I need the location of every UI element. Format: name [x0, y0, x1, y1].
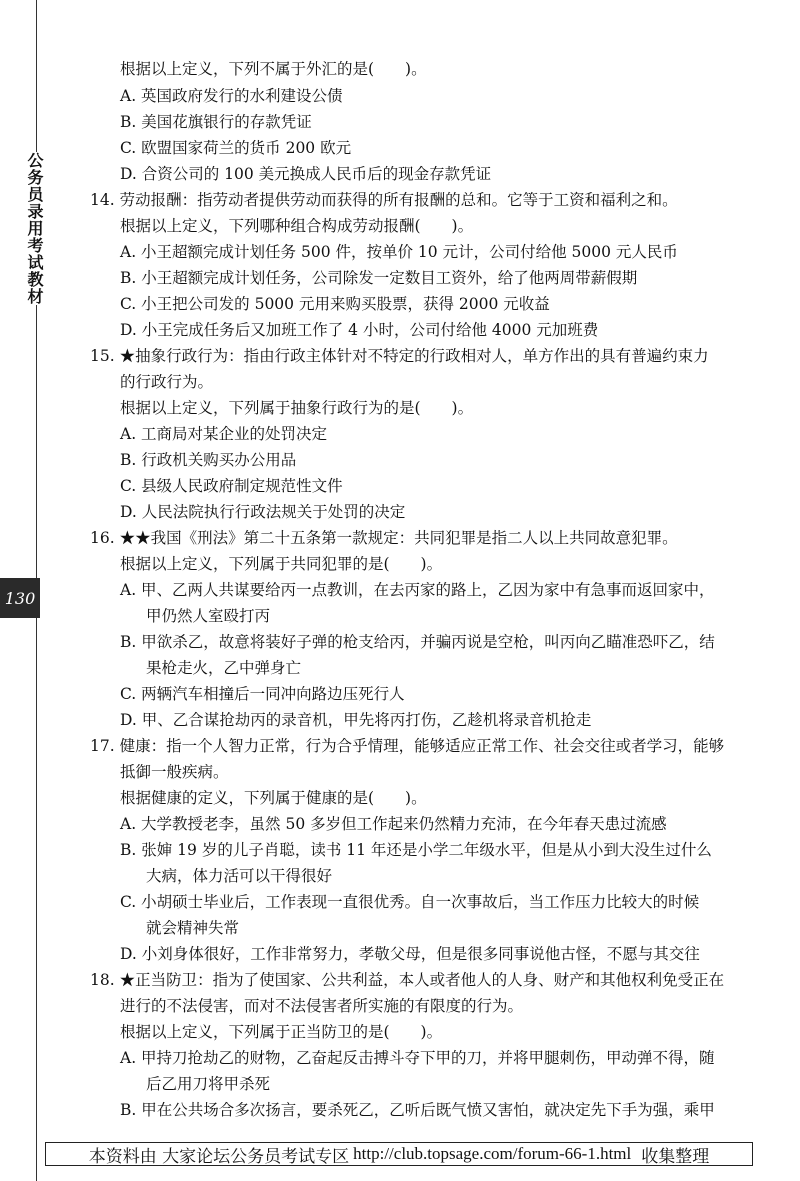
- text-line: C. 小王把公司发的 5000 元用来购买股票，获得 2000 元收益: [120, 295, 550, 313]
- text-line: C. 欧盟国家荷兰的货币 200 欧元: [120, 139, 352, 157]
- text-line: C. 小胡硕士毕业后，工作表现一直很优秀。自一次事故后，当工作压力比较大的时候: [120, 893, 700, 911]
- text-line: B. 行政机关购买办公用品: [120, 451, 297, 469]
- text-line: D. 小王完成任务后又加班工作了 4 小时，公司付给他 4000 元加班费: [120, 321, 599, 339]
- footer-banner: [45, 1142, 753, 1166]
- text-line: B. 甲在公共场合多次扬言，要杀死乙，乙听后既气愤又害怕，就决定先下手为强，乘甲: [120, 1101, 715, 1119]
- footer-suffix: 收集整理: [641, 1146, 710, 1167]
- question-14: 14. 劳动报酬：指劳动者提供劳动而获得的所有报酬的总和。它等于工资和福利之和。: [90, 191, 678, 209]
- side-book-title: 公务员录用考试教材: [25, 152, 47, 305]
- text-line: 根据以上定义，下列哪种组合构成劳动报酬( )。: [120, 217, 474, 235]
- text-line: B. 甲欲杀乙，故意将装好子弹的枪支给丙，并骗丙说是空枪，叫丙向乙瞄准恐吓乙，结: [120, 633, 715, 651]
- text-line: A. 工商局对某企业的处罚决定: [120, 425, 328, 443]
- text-line: B. 张婶 19 岁的儿子肖聪，读书 11 年还是小学二年级水平，但是从小到大没生过什么: [120, 841, 712, 859]
- text-line: D. 小刘身体很好，工作非常努力，孝敬父母，但是很多同事说他古怪，不愿与其交往: [120, 945, 700, 963]
- text-line: D. 合资公司的 100 美元换成人民币后的现金存款凭证: [120, 165, 492, 183]
- text-line: 后乙用刀将甲杀死: [146, 1075, 271, 1093]
- footer-link[interactable]: http://club.topsage.com/forum-66-1.html: [353, 1144, 632, 1163]
- text-line: 的行政行为。: [120, 373, 214, 391]
- question-16: 16. ★★我国《刑法》第二十五条第一款规定：共同犯罪是指二人以上共同故意犯罪。: [90, 529, 678, 547]
- footer-text: 本资料由 大家论坛公务员考试专区: [88, 1146, 350, 1167]
- text-line: A. 甲、乙两人共谋要给丙一点教训，在去丙家的路上，乙因为家中有急事而返回家中，: [120, 581, 715, 599]
- question-15: 15. ★抽象行政行为：指由行政主体针对不特定的行政相对人，单方作出的具有普遍约束力: [90, 347, 709, 365]
- text-line: D. 人民法院执行行政法规关于处罚的决定: [120, 503, 406, 521]
- text-line: 根据以上定义，下列属于抽象行政行为的是( )。: [120, 399, 474, 417]
- text-line: A. 英国政府发行的水利建设公债: [120, 87, 343, 105]
- question-17: 17. 健康：指一个人智力正常，行为合乎情理，能够适应正常工作、社会交往或者学习，能够: [90, 737, 725, 755]
- text-line: 果枪走火，乙中弹身亡: [146, 659, 302, 677]
- text-line: 根据以上定义，下列属于正当防卫的是( )。: [120, 1023, 443, 1041]
- text-line: B. 小王超额完成计划任务，公司除发一定数目工资外，给了他两周带薪假期: [120, 269, 638, 287]
- text-line: 根据以上定义，下列不属于外汇的是( )。: [120, 60, 427, 78]
- text-line: 就会精神失常: [146, 919, 240, 937]
- page-number: 130: [0, 578, 40, 618]
- text-line: 进行的不法侵害，而对不法侵害者所实施的有限度的行为。: [120, 997, 524, 1015]
- text-line: 根据以上定义，下列属于共同犯罪的是( )。: [120, 555, 443, 573]
- question-18: 18. ★正当防卫：指为了使国家、公共利益，本人或者他人的人身、财产和其他权利免受正在: [90, 971, 725, 989]
- text-line: A. 大学教授老李，虽然 50 多岁但工作起来仍然精力充沛，在今年春天患过流感: [120, 815, 667, 833]
- text-line: A. 甲持刀抢劫乙的财物，乙奋起反击搏斗夺下甲的刀，并将甲腿刺伤，甲动弹不得，随: [120, 1049, 715, 1067]
- text-line: D. 甲、乙合谋抢劫丙的录音机，甲先将丙打伤，乙趁机将录音机抢走: [120, 711, 592, 729]
- text-line: C. 县级人民政府制定规范性文件: [120, 477, 343, 495]
- text-line: 甲仍然人室殴打丙: [146, 607, 271, 625]
- text-line: 抵御一般疾病。: [120, 763, 229, 781]
- text-line: 根据健康的定义，下列属于健康的是( )。: [120, 789, 427, 807]
- text-line: 大病，体力活可以干得很好: [146, 867, 333, 885]
- text-line: B. 美国花旗银行的存款凭证: [120, 113, 312, 131]
- text-line: A. 小王超额完成计划任务 500 件，按单价 10 元计，公司付给他 5000 元人民币: [120, 243, 678, 261]
- text-line: C. 两辆汽车相撞后一同冲向路边压死行人: [120, 685, 405, 703]
